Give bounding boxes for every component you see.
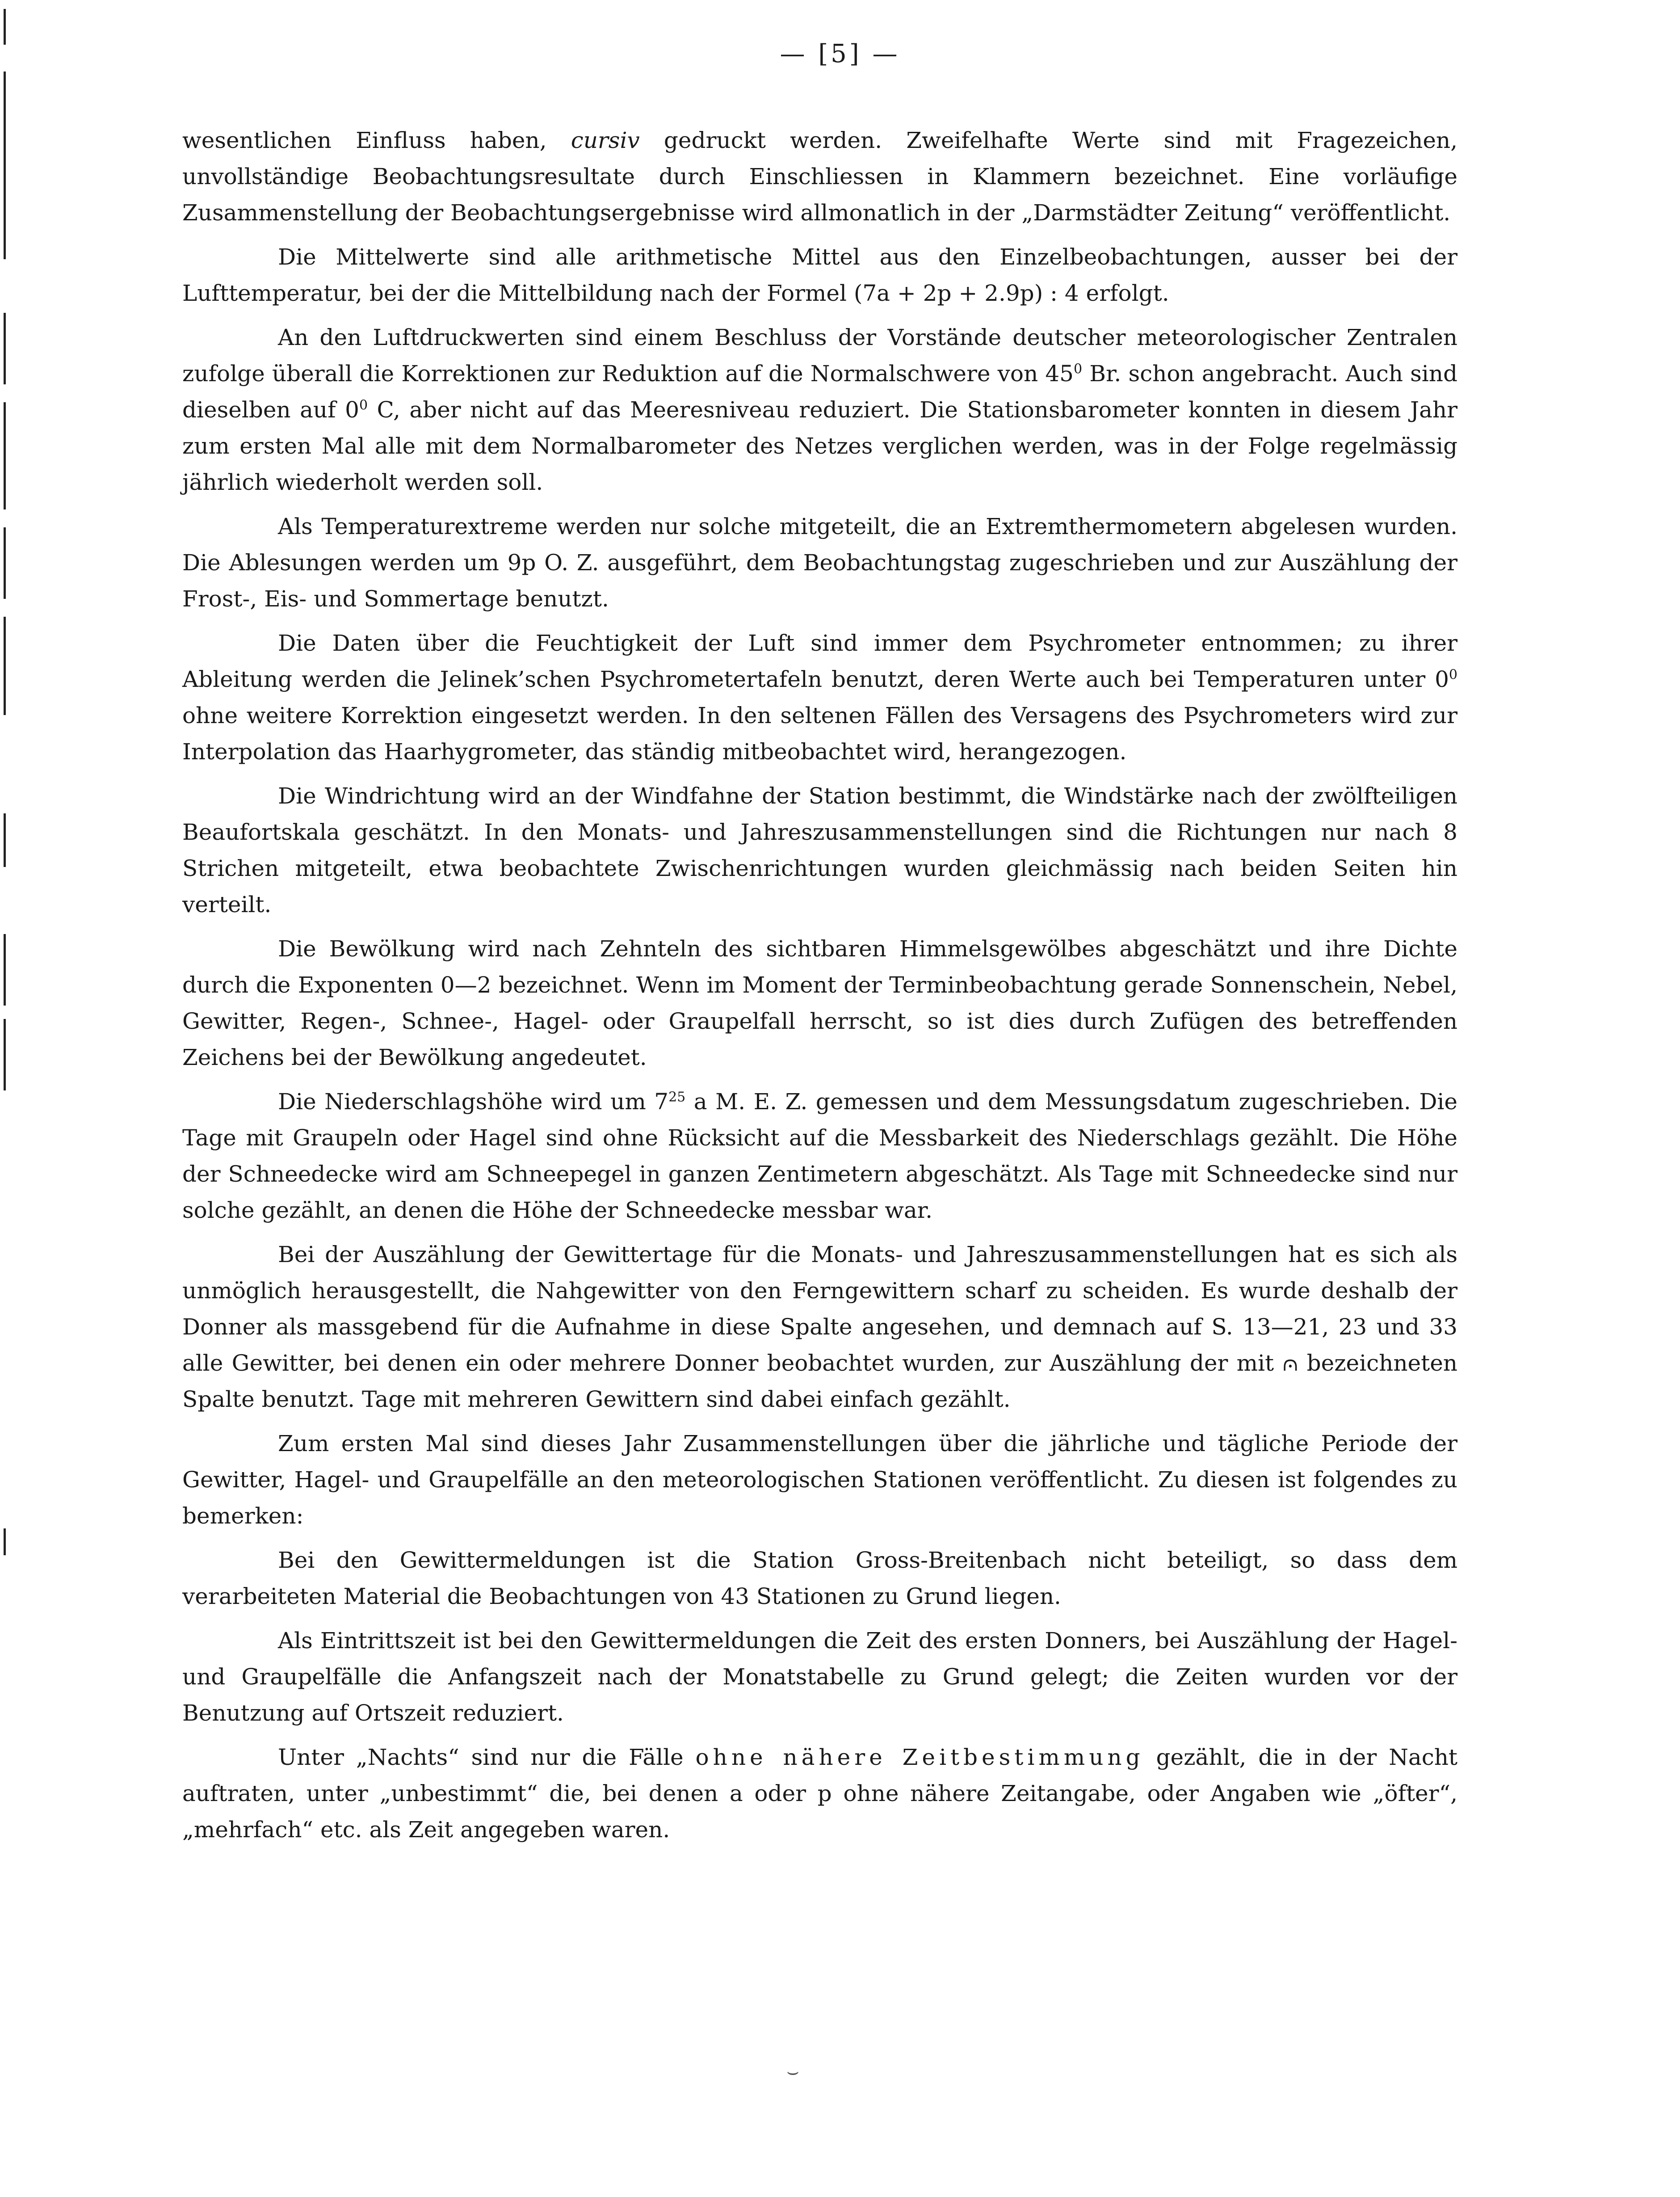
paragraph: [182, 1084, 1457, 1229]
text-run: Br. schon angebracht. Auch sind dieselben auf 0: [182, 361, 1458, 423]
text-run: Unter „Nachts“ sind nur die Fälle: [278, 1744, 696, 1770]
paragraph: [182, 1542, 1457, 1615]
text-run: ohne nähere Zeitbestimmung: [695, 1744, 1144, 1770]
paragraph: [182, 1739, 1457, 1848]
paragraph: [182, 1426, 1457, 1534]
text-run: gezählt, die in der Nacht auftraten, unter „unbestimmt“ die, bei denen a oder p ohne nähere Zeitangabe, oder Angaben wie „öfter“, „mehrfach“ etc. als Zeit angegeben waren.: [182, 1744, 1457, 1843]
body-text: [182, 122, 1457, 1856]
text-run: a M. E. Z. gemessen und dem Messungsdatum zugeschrieben. Die Tage mit Graupeln oder Hagel sind ohne Rücksicht auf die Messbarkeit des Niederschlags gezählt. Die Höhe der Schneedecke wird am Schneepegel in ganzen Zentimetern abgeschätzt. Als Tage mit Schneedecke sind nur solche gezählt, an denen die Höhe der Schneedecke messbar war.: [182, 1089, 1457, 1223]
text-run: 0: [359, 397, 368, 413]
text-run: 25: [668, 1089, 686, 1105]
paragraph: [182, 239, 1457, 311]
paragraph: [182, 509, 1457, 617]
text-run: Die Niederschlagshöhe wird um 7: [278, 1089, 669, 1115]
paragraph: [182, 625, 1457, 770]
text-run: wesentlichen Einfluss haben,: [182, 127, 571, 153]
paragraph: [182, 1623, 1457, 1731]
text-run: Bei den Gewittermeldungen ist die Station Gross-Breitenbach nicht beteiligt, so dass dem verarbeiteten Material die Beobachtungen von 43 Stationen zu Grund liegen.: [182, 1547, 1457, 1609]
text-run: An den Luftdruckwerten sind einem Beschluss der Vorstände deutscher meteorologischer Zentralen zufolge überall die Korrektionen zur Reduktion auf die Normalschwere von 45: [182, 324, 1457, 387]
text-run: Zum ersten Mal sind dieses Jahr Zusammenstellungen über die jährliche und tägliche Periode der Gewitter, Hagel- und Graupelfälle an den meteorologischen Stationen veröffentlicht. Zu diesen ist folgendes zu bemerken:: [182, 1431, 1457, 1529]
text-run: 0: [1449, 667, 1457, 683]
text-run: 0: [1074, 361, 1083, 377]
paragraph: [182, 778, 1457, 923]
paragraph: [182, 122, 1457, 231]
paragraph: [182, 320, 1457, 501]
footer-mark: ⌣: [786, 2060, 799, 2083]
text-run: Die Mittelwerte sind alle arithmetische Mittel aus den Einzelbeobachtungen, ausser bei der Lufttemperatur, bei der die Mittelbildung nach der Formel (7a + 2p + 2.9p) : 4 erfolgt.: [182, 244, 1457, 306]
text-run: Als Eintrittszeit ist bei den Gewittermeldungen die Zeit des ersten Donners, bei Auszählung der Hagel- und Graupelfälle die Anfangszeit nach der Monatstabelle zu Grund gelegt; die Zeiten wurden vor der Benutzung auf Ortszeit reduziert.: [182, 1628, 1457, 1726]
text-run: Als Temperaturextreme werden nur solche mitgeteilt, die an Extremthermometern abgelesen wurden. Die Ablesungen werden um 9p O. Z. ausgeführt, dem Beobachtungstag zugeschrieben und zur Auszählung der Frost-, Eis- und Sommertage benutzt.: [182, 513, 1457, 612]
text-run: ohne weitere Korrektion eingesetzt werden. In den seltenen Fällen des Versagens des Psychrometers wird zur Interpolation das Haarhygrometer, das ständig mitbeobachtet wird, herangezogen.: [182, 703, 1457, 765]
paragraph: [182, 1237, 1457, 1418]
text-run: Die Windrichtung wird an der Windfahne der Station bestimmt, die Windstärke nach der zwölfteiligen Beaufortskala geschätzt. In den Monats- und Jahreszusammenstellungen sind die Richtungen nur nach 8 Strichen mitgeteilt, etwa beobachtete Zwischenrichtungen wurden gleichmässig nach beiden Seiten hin verteilt.: [182, 783, 1457, 918]
paragraph: [182, 931, 1457, 1076]
text-run: bezeichneten Spalte benutzt. Tage mit mehreren Gewittern sind dabei einfach gezählt.: [182, 1350, 1457, 1412]
text-run: Bei der Auszählung der Gewittertage für die Monats- und Jahreszusammenstellungen hat es sich als unmöglich herausgestellt, die Nahgewitter von den Ferngewittern scharf zu scheiden. Es wurde deshalb der Donner als massgebend für die Aufnahme in diese Spalte angesehen, und demnach auf S. 13—21, 23 und 33 alle Gewitter, bei denen ein oder mehrere Donner beobachtet wurden, zur Auszählung der mit: [182, 1242, 1457, 1376]
text-run: Die Bewölkung wird nach Zehnteln des sichtbaren Himmelsgewölbes abgeschätzt und ihre Dichte durch die Exponenten 0—2 bezeichnet. Wenn im Moment der Terminbeobachtung gerade Sonnenschein, Nebel, Gewitter, Regen-, Schnee-, Hagel- oder Graupelfall herrscht, so ist dies durch Zufügen des betreffenden Zeichens bei der Bewölkung angedeutet.: [182, 936, 1457, 1070]
thunderstorm-symbol-icon: ⩀: [1282, 1350, 1298, 1376]
text-run: C, aber nicht auf das Meeresniveau reduziert. Die Stationsbarometer konnten in diesem Jahr zum ersten Mal alle mit dem Normalbarometer des Netzes verglichen werden, was in der Folge regelmässig jährlich wiederholt werden soll.: [182, 397, 1457, 495]
page-number: — [5] —: [780, 39, 900, 68]
text-run: Die Daten über die Feuchtigkeit der Luft sind immer dem Psychrometer entnommen; zu ihrer Ableitung werden die Jelinek’schen Psychrometertafeln benutzt, deren Werte auch bei Temperaturen unter 0: [182, 630, 1457, 692]
text-run: gedruckt werden. Zweifelhafte Werte sind mit Fragezeichen, unvollständige Beobachtungsresultate durch Einschliessen in Klammern bezeichnet. Eine vorläufige Zusammenstellung der Beobachtungsergebnisse wird allmonatlich in der „Darmstädter Zeitung“ veröffentlicht.: [182, 127, 1458, 226]
scan-edge-marks: [0, 0, 18, 2197]
text-run: cursiv: [571, 127, 640, 153]
